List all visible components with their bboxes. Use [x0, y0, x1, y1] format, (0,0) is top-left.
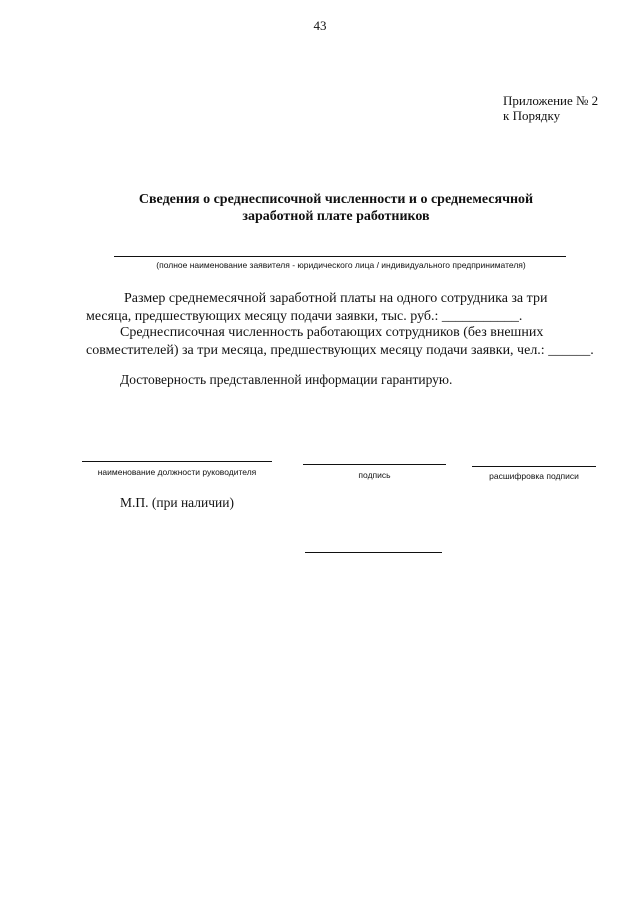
salary-paragraph-line-2: месяца, предшествующих месяцу подачи заявки, тыс. руб.: ___________. [86, 309, 523, 324]
applicant-name-line [114, 256, 566, 257]
signature-caption: подпись [358, 470, 391, 480]
signature-line [303, 464, 446, 465]
appendix-reference [503, 93, 598, 123]
title-line-2: заработной плате работников [242, 209, 430, 224]
headcount-paragraph-line-2: совместителей) за три месяца, предшествующих месяцу подачи заявки, чел.: ______. [86, 343, 594, 358]
signature-decoding-line [472, 466, 596, 467]
seal-note: М.П. (при наличии) [120, 495, 234, 510]
closing-divider [305, 552, 442, 553]
position-line [82, 461, 272, 462]
page-number: 43 [313, 18, 327, 33]
guarantee-statement: Достоверность представленной информации гарантирую. [120, 372, 453, 387]
appendix-line-2: к Порядку [503, 108, 561, 123]
position-caption: наименование должности руководителя [97, 467, 257, 477]
signature-decoding-caption: расшифровка подписи [489, 471, 579, 481]
appendix-line-1: Приложение № 2 [503, 93, 599, 108]
applicant-name-caption: (полное наименование заявителя - юридического лица / индивидуального предпринимателя) [156, 260, 526, 270]
salary-paragraph-line-1: Размер среднемесячной заработной платы на одного сотрудника за три [124, 291, 548, 306]
headcount-paragraph-line-1: Среднесписочная численность работающих сотрудников (без внешних [120, 325, 544, 340]
title-line-1: Сведения о среднесписочной численности и о среднемесячной [138, 192, 534, 207]
document-title [0, 191, 640, 225]
